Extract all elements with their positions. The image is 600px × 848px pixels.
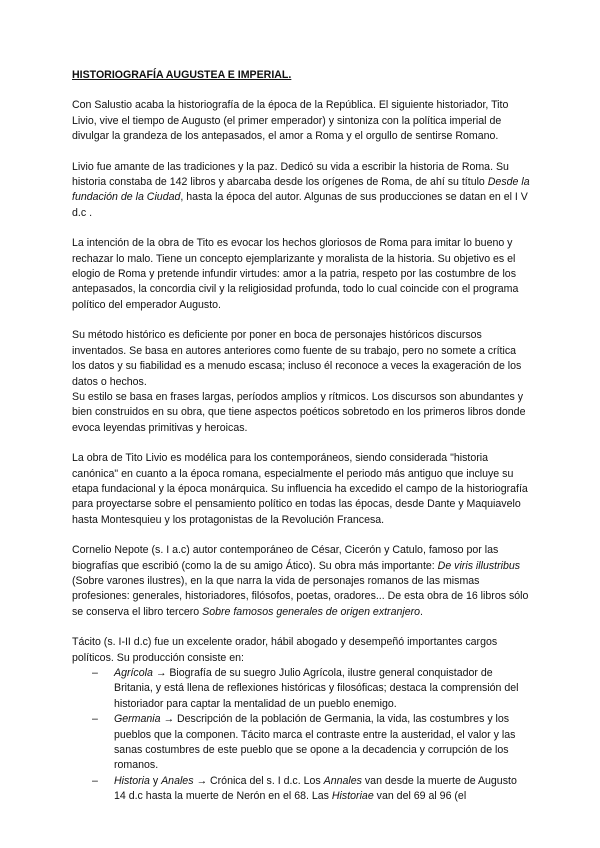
list-dash: – xyxy=(92,774,98,787)
list-dash: – xyxy=(92,713,98,726)
work-title: Agrícola xyxy=(114,667,153,679)
paragraph-influence: La obra de Tito Livio es modélica para los contemporáneos, siendo considerada "historia canónica" en cuanto a la época romana, especialmente el periodo más antiguo que incluye su etapa fundacional y la época monárquica. Su influencia ha excedido el campo de la historiografía para proyectarse sobre el pensamiento político en todas las épocas, desde Dante y Maquiavelo hasta Montesquieu y los protagonistas de la Revolución Francesa. xyxy=(72,452,528,526)
paragraph-tacito: Tácito (s. I-II d.c) fue un excelente orador, hábil abogado y desempeñó importantes cargos políticos. Su producción consiste en: xyxy=(72,636,498,664)
text-run: y xyxy=(149,774,162,787)
paragraph-method: Su método histórico es deficiente por poner en boca de personajes históricos discursos inventados. Se basa en autores anteriores como fuente de su trabajo, pero no somete a crítica los datos y su fiabilidad es a menudo escasa; incluso él reconoce a veces la exageración de los datos o hechos. xyxy=(72,329,522,388)
text-run: Cornelio Nepote (s. I a.c) autor contemporáneo de César, Cicerón y Catulo, famoso por las biografías que escribió (como la de su amigo Ático). Su obra más importante: xyxy=(72,544,499,572)
list-dash: – xyxy=(92,667,98,679)
paragraph-livio xyxy=(72,160,530,222)
text-run: → Biografía de su suegro Julio Agrícola, ilustre general conquistador de Britania, y está llena de reflexiones históricas y filosóficas; destaca la comprensión del historiador para captar la mentalidad de un pueblo enemigo. xyxy=(114,667,519,710)
text-run: (Sobre varones ilustres), en la que narra la vida de personajes romanos de las mismas profesiones: generales, historiadores, filósofos, poetas, oradores... De esta obra de 16 libros sólo se conserva el libro tercero xyxy=(72,574,529,618)
paragraph-intro: Con Salustio acaba la historiografía de la época de la República. El siguiente historiador, Tito Livio, vive el tiempo de Augusto (el primer emperador) y sintoniza con la política imperial de divulgar la grandeza de los antepasados, el amor a Roma y el orgullo de sentirse Romano. xyxy=(72,99,509,143)
document-page xyxy=(72,68,530,805)
text-run: van desde la muerte de Augusto 14 d.c hasta la muerte de Nerón en el 68. Las xyxy=(114,774,517,803)
paragraph-style: Su estilo se basa en frases largas, períodos amplios y rítmicos. Los discursos son abundantes y bien construidos en su obra, que tiene aspectos poéticos sobretodo en los primeros libros donde evoca leyendas primitivas y heroicas. xyxy=(72,390,526,434)
text-run: van del 69 al 96 (el xyxy=(373,790,467,803)
work-title: Sobre famosos generales de origen extranjero xyxy=(202,605,421,618)
text-run: , hasta la época del autor. Algunas de sus producciones se datan en el I V d.c . xyxy=(72,191,528,219)
list-item xyxy=(72,774,530,805)
list-item xyxy=(72,666,530,712)
works-list xyxy=(72,666,530,805)
work-title: Anales xyxy=(161,774,194,787)
work-title: Annales xyxy=(323,774,362,787)
work-title: Desde la fundación de la Ciudad xyxy=(72,176,530,204)
work-title: De viris illustribus xyxy=(437,559,521,572)
document-title: HISTORIOGRAFÍA AUGUSTEA E IMPERIAL. xyxy=(72,69,292,81)
paragraph-intention: La intención de la obra de Tito es evocar los hechos gloriosos de Roma para imitar lo bueno y rechazar lo malo. Tiene un concepto ejemplarizante y moralista de la historia. Su objetivo es el elogio de Roma y pretende infundir virtudes: amor a la patria, respeto por las costumbre de los antepasados, la concordia civil y la religiosidad profunda, todo lo cual coincide con el programa político del emperador Augusto. xyxy=(72,237,519,311)
text-run: Livio fue amante de las tradiciones y la paz. Dedicó su vida a escribir la historia de Roma. Su historia constaba de 142 libros y abarcaba desde los orígenes de Roma, de ahí su título xyxy=(72,160,509,189)
text-run: → Descripción de la población de Germania, la vida, las costumbres y los pueblos que la componen. Tácito marca el contraste entre la austeridad, el valor y las sanas costumbres de este pueblo que se opone a la decadencia y corrupción de los romanos. xyxy=(114,713,516,772)
work-title: Historia xyxy=(114,774,150,787)
text-run: . xyxy=(420,605,423,618)
work-title: Germania xyxy=(114,713,161,726)
list-item xyxy=(72,712,530,774)
paragraph-nepote xyxy=(72,543,530,620)
work-title: Historiae xyxy=(331,790,374,803)
text-run: → Crónica del s. I d.c. Los xyxy=(193,774,324,787)
